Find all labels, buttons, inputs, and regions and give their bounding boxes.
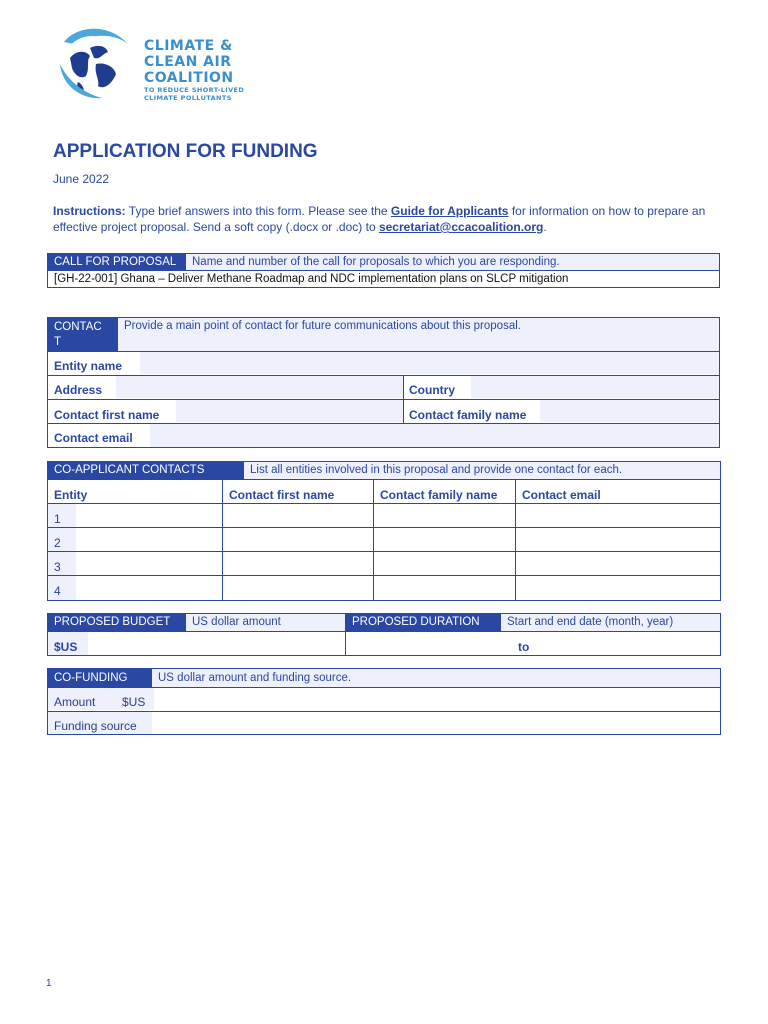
- address-label: Address: [54, 383, 103, 397]
- amount-currency[interactable]: $US: [122, 695, 146, 709]
- funding-source-label: Funding source: [54, 719, 137, 733]
- contact-header-line-2: T: [54, 336, 62, 348]
- co-applicant-section: [47, 461, 721, 601]
- call-for-proposal-hint: Name and number of the call for proposals to which you are responding.: [186, 254, 719, 270]
- table-row-number: 3: [54, 560, 61, 574]
- column-header-family-name: Contact family name: [380, 488, 498, 502]
- co-applicant-hint: List all entities involved in this proposal and provide one contact for each.: [244, 462, 720, 479]
- country-label: Country: [409, 383, 455, 397]
- call-for-proposal-value[interactable]: [GH-22-001] Ghana – Deliver Methane Roadmap and NDC implementation plans on SLCP mitigation: [54, 273, 569, 285]
- contact-family-name-label: Contact family name: [409, 408, 527, 422]
- contact-section: [47, 317, 720, 448]
- co-applicant-header: CO-APPLICANT CONTACTS: [48, 462, 244, 479]
- table-row-number: 4: [54, 584, 61, 598]
- column-header-entity: Entity: [54, 488, 88, 502]
- duration-to-label: to: [518, 640, 530, 654]
- page-number: 1: [46, 978, 52, 989]
- coalition-logo-text: [144, 38, 244, 102]
- contact-header: [48, 318, 118, 351]
- instructions-paragraph: [53, 203, 713, 235]
- coalition-logo-globe-icon: [56, 24, 132, 100]
- column-header-email: Contact email: [522, 488, 601, 502]
- amount-label: Amount: [54, 695, 96, 709]
- column-header-first-name: Contact first name: [229, 488, 335, 502]
- secretariat-email-link[interactable]: secretariat@ccacoalition.org: [378, 220, 544, 234]
- proposed-duration-header: PROPOSED DURATION: [346, 614, 501, 631]
- logo-sub-1: TO REDUCE SHORT-LIVED: [144, 86, 245, 94]
- instructions-text-1: Type brief answers into this form. Please see the: [125, 204, 391, 218]
- contact-email-label: Contact email: [54, 431, 133, 445]
- logo-sub-2: CLIMATE POLLUTANTS: [144, 94, 232, 102]
- co-funding-hint: US dollar amount and funding source.: [152, 669, 720, 687]
- document-date: June 2022: [53, 172, 110, 186]
- call-for-proposal-section: [47, 253, 720, 288]
- co-funding-header: CO-FUNDING: [48, 669, 152, 687]
- budget-currency[interactable]: $US: [54, 640, 78, 654]
- contact-header-line-1: CONTAC: [54, 321, 102, 333]
- table-row-number: 1: [54, 512, 61, 526]
- proposed-budget-hint: US dollar amount: [186, 614, 345, 631]
- logo-line-1: CLIMATE &: [144, 38, 233, 54]
- logo-line-2: CLEAN AIR: [144, 54, 232, 70]
- table-row-number: 2: [54, 536, 61, 550]
- call-for-proposal-header: CALL FOR PROPOSAL: [48, 254, 186, 270]
- proposed-duration-hint: Start and end date (month, year): [501, 614, 720, 631]
- instructions-text-2: for information on how to prepare an effective project proposal. Send a soft copy (.docx or .doc) to: [53, 204, 706, 234]
- guide-for-applicants-link[interactable]: Guide for Applicants: [390, 204, 509, 218]
- entity-name-label: Entity name: [54, 359, 123, 373]
- instructions-label: Instructions:: [53, 204, 126, 218]
- proposed-budget-header: PROPOSED BUDGET: [48, 614, 186, 631]
- contact-first-name-label: Contact first name: [54, 408, 160, 422]
- budget-duration-section: [47, 613, 721, 656]
- co-funding-section: [47, 668, 721, 735]
- logo-line-3: COALITION: [144, 70, 234, 86]
- instructions-text-3: .: [543, 220, 547, 234]
- contact-hint: Provide a main point of contact for future communications about this proposal.: [118, 318, 719, 351]
- page-title: APPLICATION FOR FUNDING: [53, 141, 318, 162]
